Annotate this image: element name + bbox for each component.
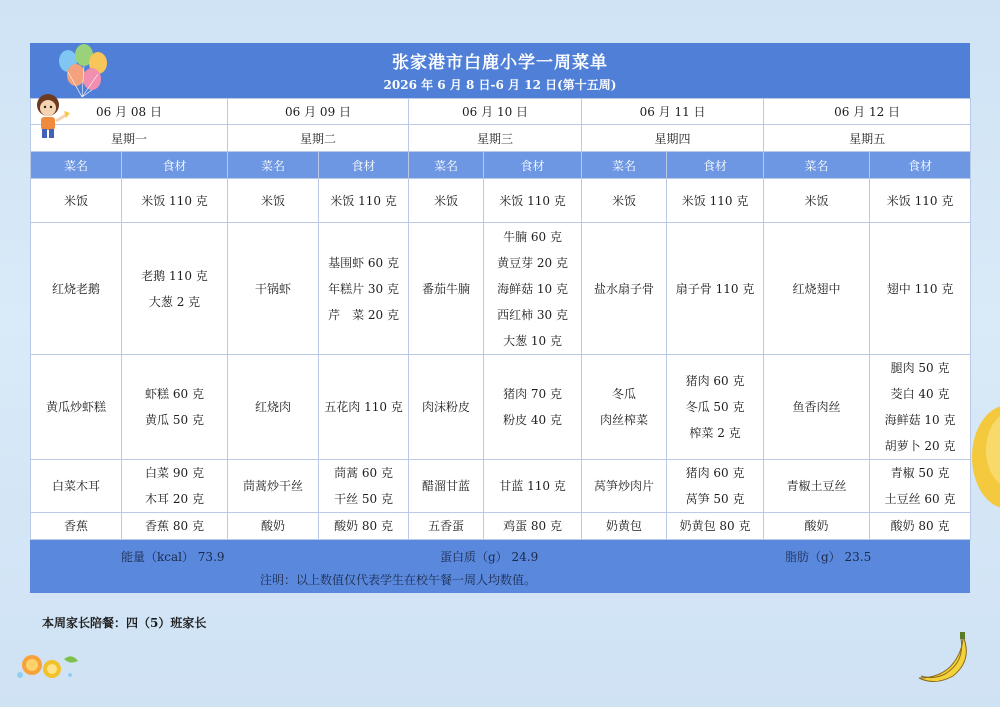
dish-name-cell [409,223,484,355]
child-illustration-icon [28,91,72,141]
menu-table [30,98,971,540]
dish-name-cell [31,513,122,540]
ingredient-item: 西红柿 30 克 [497,307,568,322]
ingredient-item: 干丝 50 克 [334,492,393,506]
ingredient-item: 米饭 110 克 [141,193,208,208]
dish-name-cell [764,355,870,460]
ingredients-cell [484,355,582,460]
ingredients-cell [870,513,971,540]
ingredient-item: 牛腩 60 克 [503,229,562,244]
ingredient-item: 米饭 110 克 [499,193,566,208]
energy-value: 能量（kcal） 73.9 [121,550,225,564]
day-date: 06 月 12 日 [764,99,971,125]
dish-name: 冬瓜 [612,387,637,401]
dish-name: 莴笋炒肉片 [594,479,655,493]
dish-name: 酸奶 [804,519,829,533]
ingredient-item: 芹 菜 20 克 [328,307,399,322]
date-row [31,99,971,125]
dish-name-cell [409,460,484,513]
dish-name-cell [764,513,870,540]
ingredients-cell [319,179,409,223]
dish-name: 番茄牛腩 [422,281,471,296]
menu-row [31,513,971,540]
day-date: 06 月 09 日 [228,99,409,125]
dish-name-cell [764,223,870,355]
dish-name-cell [582,513,667,540]
day-date: 06 月 08 日 [31,99,228,125]
parent-meal-note: 本周家长陪餐：四（5）班家长 [42,616,207,630]
ingredient-item: 扇子骨 110 克 [675,281,755,296]
dish-name: 红烧肉 [255,400,292,414]
ingredients-cell [484,513,582,540]
ingredient-item: 黄瓜 50 克 [145,413,204,427]
dish-column-header: 菜名 [764,152,870,179]
dish-name: 茼蒿炒干丝 [243,479,304,493]
ingredients-column-header: 食材 [319,152,409,179]
ingredient-item: 榨菜 2 克 [689,426,741,440]
dish-column-header: 菜名 [409,152,484,179]
day-weekday: 星期三 [409,125,582,152]
dish-name-cell [409,355,484,460]
dish-name: 酸奶 [261,519,286,533]
ingredients-cell [122,513,228,540]
dish-name: 黄瓜炒虾糕 [45,400,106,414]
ingredient-item: 酸奶 80 克 [334,519,393,533]
dish-name: 醋溜甘蓝 [422,479,471,493]
ingredient-item: 莴笋 50 克 [685,492,745,506]
ingredient-item: 胡萝卜 20 克 [884,439,956,453]
dish-name: 红烧翅中 [792,281,841,296]
dish-name-cell [409,513,484,540]
menu-row [31,179,971,223]
ingredients-column-header: 食材 [484,152,582,179]
column-header-row [31,152,971,179]
dish-name: 肉丝榨菜 [600,413,649,427]
ingredients-cell [870,223,971,355]
ingredient-item: 猪肉 60 克 [685,374,745,388]
ingredient-item: 五花肉 110 克 [324,400,403,414]
ingredient-item: 猪肉 60 克 [685,466,745,480]
day-weekday: 星期四 [582,125,764,152]
dish-name-cell [582,179,667,223]
menu-row [31,460,971,513]
ingredient-item: 冬瓜 50 克 [685,400,745,414]
protein-value: 蛋白质（g） 24.9 [440,550,539,564]
dish-name-cell [228,513,319,540]
dish-column-header: 菜名 [582,152,667,179]
ingredient-item: 青椒 50 克 [890,466,950,480]
ingredient-item: 酸奶 80 克 [890,519,950,533]
ingredient-item: 粉皮 40 克 [503,413,562,427]
ingredient-item: 海鲜菇 10 克 [884,413,956,427]
menu-header [30,43,970,98]
ingredients-cell [319,355,409,460]
ingredient-item: 海鲜菇 10 克 [497,281,568,296]
ingredients-column-header: 食材 [122,152,228,179]
weekday-row [31,125,971,152]
ingredients-column-header: 食材 [870,152,971,179]
dish-name: 干锅虾 [255,281,292,296]
dish-name: 鱼香肉丝 [792,400,841,414]
ingredients-cell [122,460,228,513]
day-weekday: 星期二 [228,125,409,152]
ingredient-item: 腿肉 50 克 [890,361,950,375]
ingredients-cell [667,355,764,460]
dish-name: 白菜木耳 [51,479,100,493]
ingredient-item: 基围虾 60 克 [328,255,399,270]
ingredients-cell [484,179,582,223]
dish-name: 五香蛋 [428,519,465,533]
dish-name-cell [228,223,319,355]
menu-sheet [30,43,970,593]
dish-name-cell [31,355,122,460]
ingredients-cell [870,460,971,513]
ingredient-item: 土豆丝 60 克 [884,492,956,506]
ingredient-item: 米饭 110 克 [330,193,397,208]
menu-row [31,355,971,460]
ingredients-cell [484,460,582,513]
dish-name-cell [582,223,667,355]
ingredient-item: 大葱 10 克 [503,333,562,348]
ingredient-item: 黄豆芽 20 克 [497,255,568,270]
menu-row [31,223,971,355]
ingredients-cell [122,179,228,223]
ingredient-item: 甘蓝 110 克 [499,479,566,493]
ingredient-item: 翅中 110 克 [886,281,954,296]
dish-name: 盐水扇子骨 [594,281,655,296]
dish-name: 红烧老鹅 [51,281,100,296]
dish-name-cell [31,179,122,223]
dish-name-cell [409,179,484,223]
dish-name-cell [31,223,122,355]
day-date: 06 月 11 日 [582,99,764,125]
ingredients-cell [667,513,764,540]
dish-name-cell [582,460,667,513]
ingredients-cell [667,460,764,513]
banana-icon [915,630,975,685]
dish-name: 米饭 [261,193,286,208]
dish-name: 香蕉 [63,519,88,533]
ingredients-cell [122,355,228,460]
ingredient-item: 奶黄包 80 克 [679,519,751,533]
ingredients-cell [870,355,971,460]
ingredients-cell [122,223,228,355]
dish-name-cell [228,355,319,460]
ingredient-item: 米饭 110 克 [886,193,954,208]
dish-name: 青椒土豆丝 [786,479,847,493]
ingredients-column-header: 食材 [667,152,764,179]
dish-name: 米饭 [63,193,88,208]
ingredients-cell [319,460,409,513]
ingredient-item: 猪肉 70 克 [503,387,562,401]
week-range: 2026 年 6 月 8 日-6 月 12 日(第十五周) [383,78,617,92]
ingredients-cell [667,223,764,355]
dish-name: 米饭 [804,193,829,208]
day-weekday: 星期五 [764,125,971,152]
dish-name-cell [228,179,319,223]
dish-name-cell [764,179,870,223]
dish-name-cell [764,460,870,513]
ingredient-item: 大葱 2 克 [148,294,201,309]
dish-column-header: 菜名 [228,152,319,179]
dish-name: 米饭 [612,193,637,208]
dish-name-cell [582,355,667,460]
day-weekday: 星期一 [31,125,228,152]
ingredients-cell [319,223,409,355]
ingredient-item: 香蕉 80 克 [145,519,204,533]
ingredients-cell [870,179,971,223]
dish-name: 奶黄包 [606,519,643,533]
page-title: 张家港市白鹿小学一周菜单 [392,53,608,73]
ingredient-item: 白菜 90 克 [145,466,204,480]
ingredient-item: 米饭 110 克 [681,193,749,208]
day-date: 06 月 10 日 [409,99,582,125]
dish-name-cell [31,460,122,513]
ingredient-item: 木耳 20 克 [145,492,204,506]
nutrition-footer [30,540,970,593]
dish-name-cell [228,460,319,513]
lemon-icon [968,402,1000,512]
ingredient-item: 年糕片 30 克 [328,281,399,296]
nutrition-note: 注明：以上数值仅代表学生在校午餐一周人均数值。 [260,573,537,587]
ingredient-item: 茭白 40 克 [890,387,950,401]
ingredient-item: 鸡蛋 80 克 [503,519,562,533]
fruit-splash-icon [12,645,82,685]
ingredients-cell [484,223,582,355]
dish-column-header: 菜名 [31,152,122,179]
ingredient-item: 虾糕 60 克 [145,387,204,401]
ingredients-cell [667,179,764,223]
ingredients-cell [319,513,409,540]
ingredient-item: 老鹅 110 克 [141,268,208,283]
fat-value: 脂肪（g） 23.5 [785,550,872,564]
dish-name: 肉沫粉皮 [422,400,471,414]
ingredient-item: 茼蒿 60 克 [334,466,393,480]
dish-name: 米饭 [434,193,459,208]
